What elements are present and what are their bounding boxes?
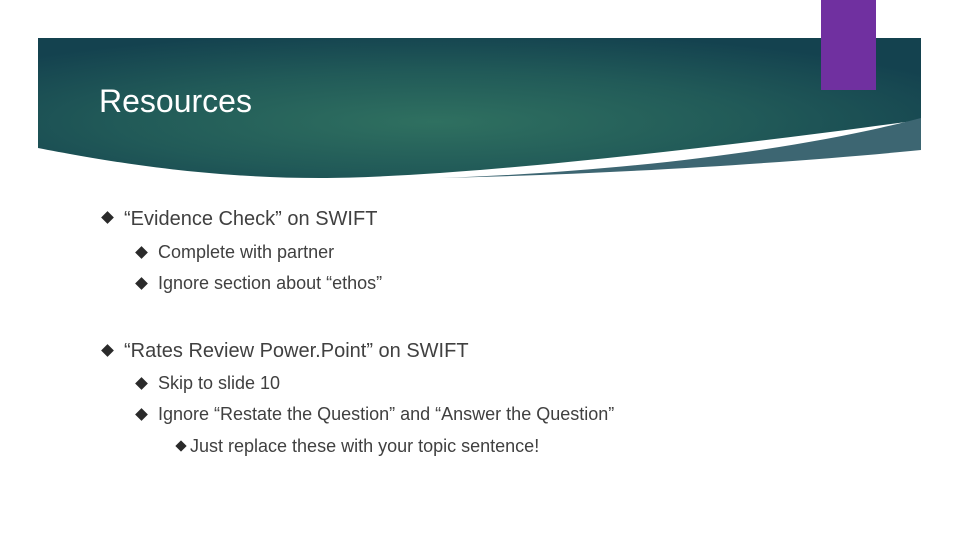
diamond-bullet-icon — [135, 277, 148, 290]
diamond-bullet-icon — [175, 440, 186, 451]
diamond-bullet-icon — [135, 408, 148, 421]
diamond-bullet-icon — [101, 344, 114, 357]
diamond-bullet-icon — [101, 211, 114, 224]
bullet-text: Ignore “Restate the Question” and “Answer the Question” — [158, 404, 615, 424]
bullet-text: Just replace these with your topic sentence! — [190, 436, 540, 456]
accent-tab — [821, 0, 876, 90]
slide-title: Resources — [99, 83, 252, 119]
bullet-text: Skip to slide 10 — [158, 373, 281, 393]
bullet-text: “Evidence Check” on SWIFT — [124, 208, 378, 230]
bullet-text: “Rates Review Power.Point” on SWIFT — [124, 340, 469, 362]
bullet-text: Complete with partner — [158, 242, 335, 262]
diamond-bullet-icon — [135, 246, 148, 259]
diamond-bullet-icon — [135, 377, 148, 390]
bullet-text: Ignore section about “ethos” — [158, 273, 383, 293]
